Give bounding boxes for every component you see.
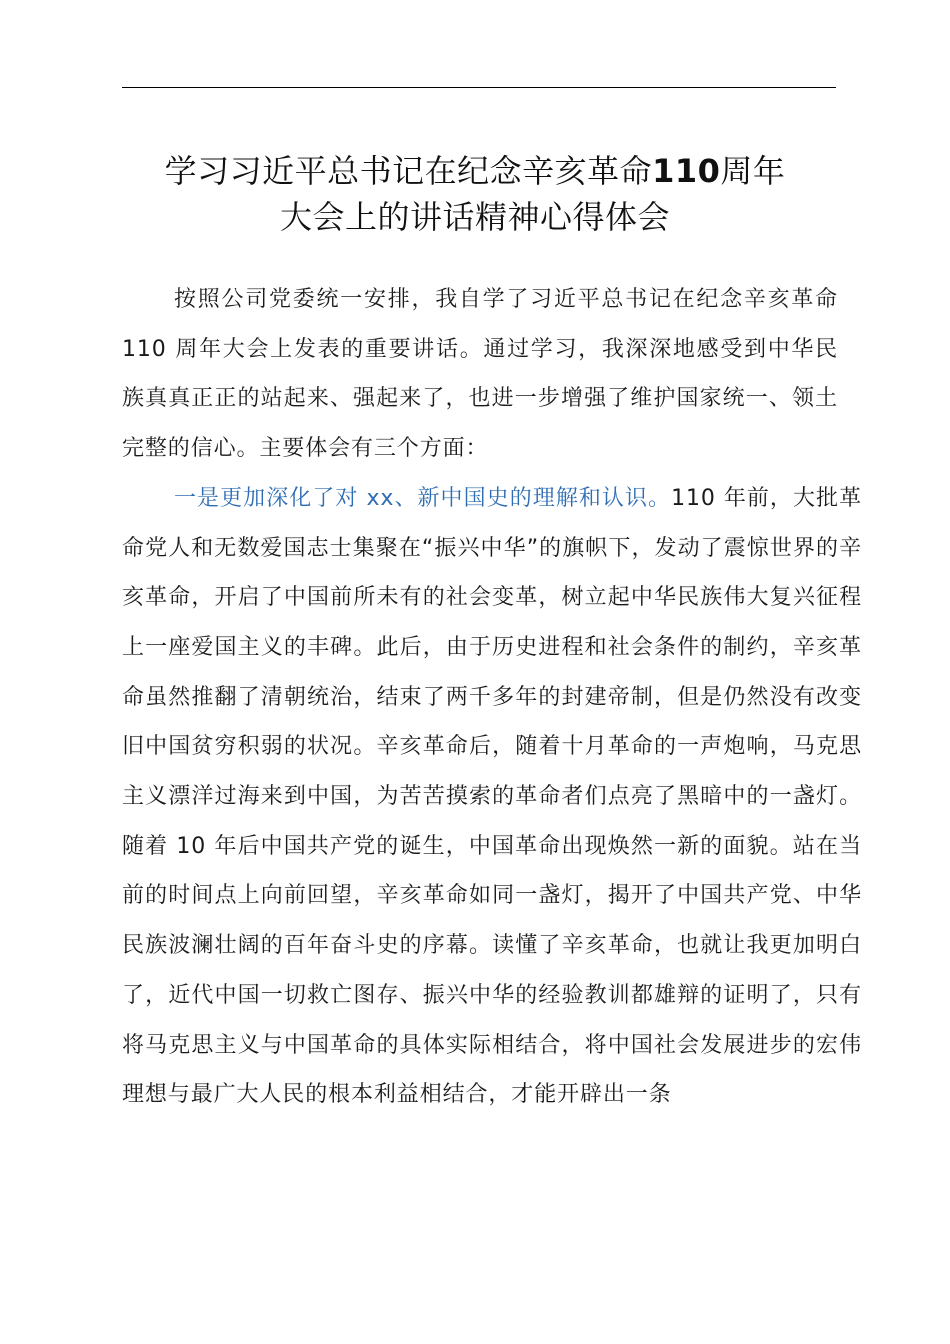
document-body: [122, 275, 862, 1120]
header-rule: [122, 87, 836, 88]
paragraph-intro: 按照公司党委统一安排，我自学了习近平总书记在纪念辛亥革命 110 周年大会上发表的重要讲话。通过学习，我深深地感受到中华民族真真正正的站起来、强起来了，也进一步增强了维护国家统一、领土完整的信心。主要体会有三个方面：: [122, 287, 838, 462]
title-line1-number: 110: [652, 152, 721, 190]
document-title: [110, 148, 840, 240]
title-line2: 大会上的讲话精神心得体会: [279, 198, 670, 236]
point-one-heading: 一是更加深化了对 xx、新中国史的理解和认识。: [174, 485, 672, 511]
paragraph-point-one: [122, 474, 862, 1120]
title-line1-prefix: 学习习近平总书记在纪念辛亥革命: [164, 152, 653, 190]
title-line1-suffix: 周年: [720, 152, 786, 190]
point-one-body: 110 年前，大批革命党人和无数爱国志士集聚在“振兴中华”的旗帜下，发动了震惊世界的辛亥革命，开启了中国前所未有的社会变革，树立起中华民族伟大复兴征程上一座爱国主义的丰碑。此后，由于历史进程和社会条件的制约，辛亥革命虽然推翻了清朝统治，结束了两千多年的封建帝制，但是仍然没有改变旧中国贫穷积弱的状况。辛亥革命后，随着十月革命的一声炮响，马克思主义漂洋过海来到中国，为苦苦摸索的革命者们点亮了黑暗中的一盏灯。随着 10 年后中国共产党的诞生，中国革命出现焕然一新的面貌。站在当前的时间点上向前回望，辛亥革命如同一盏灯，揭开了中国共产党、中华民族波澜壮阔的百年奋斗史的序幕。读懂了辛亥革命，也就让我更加明白了，近代中国一切救亡图存、振兴中华的经验教训都雄辩的证明了，只有将马克思主义与中国革命的具体实际相结合，将中国社会发展进步的宏伟理想与最广大人民的根本利益相结合，才能开辟出一条: [122, 485, 862, 1108]
